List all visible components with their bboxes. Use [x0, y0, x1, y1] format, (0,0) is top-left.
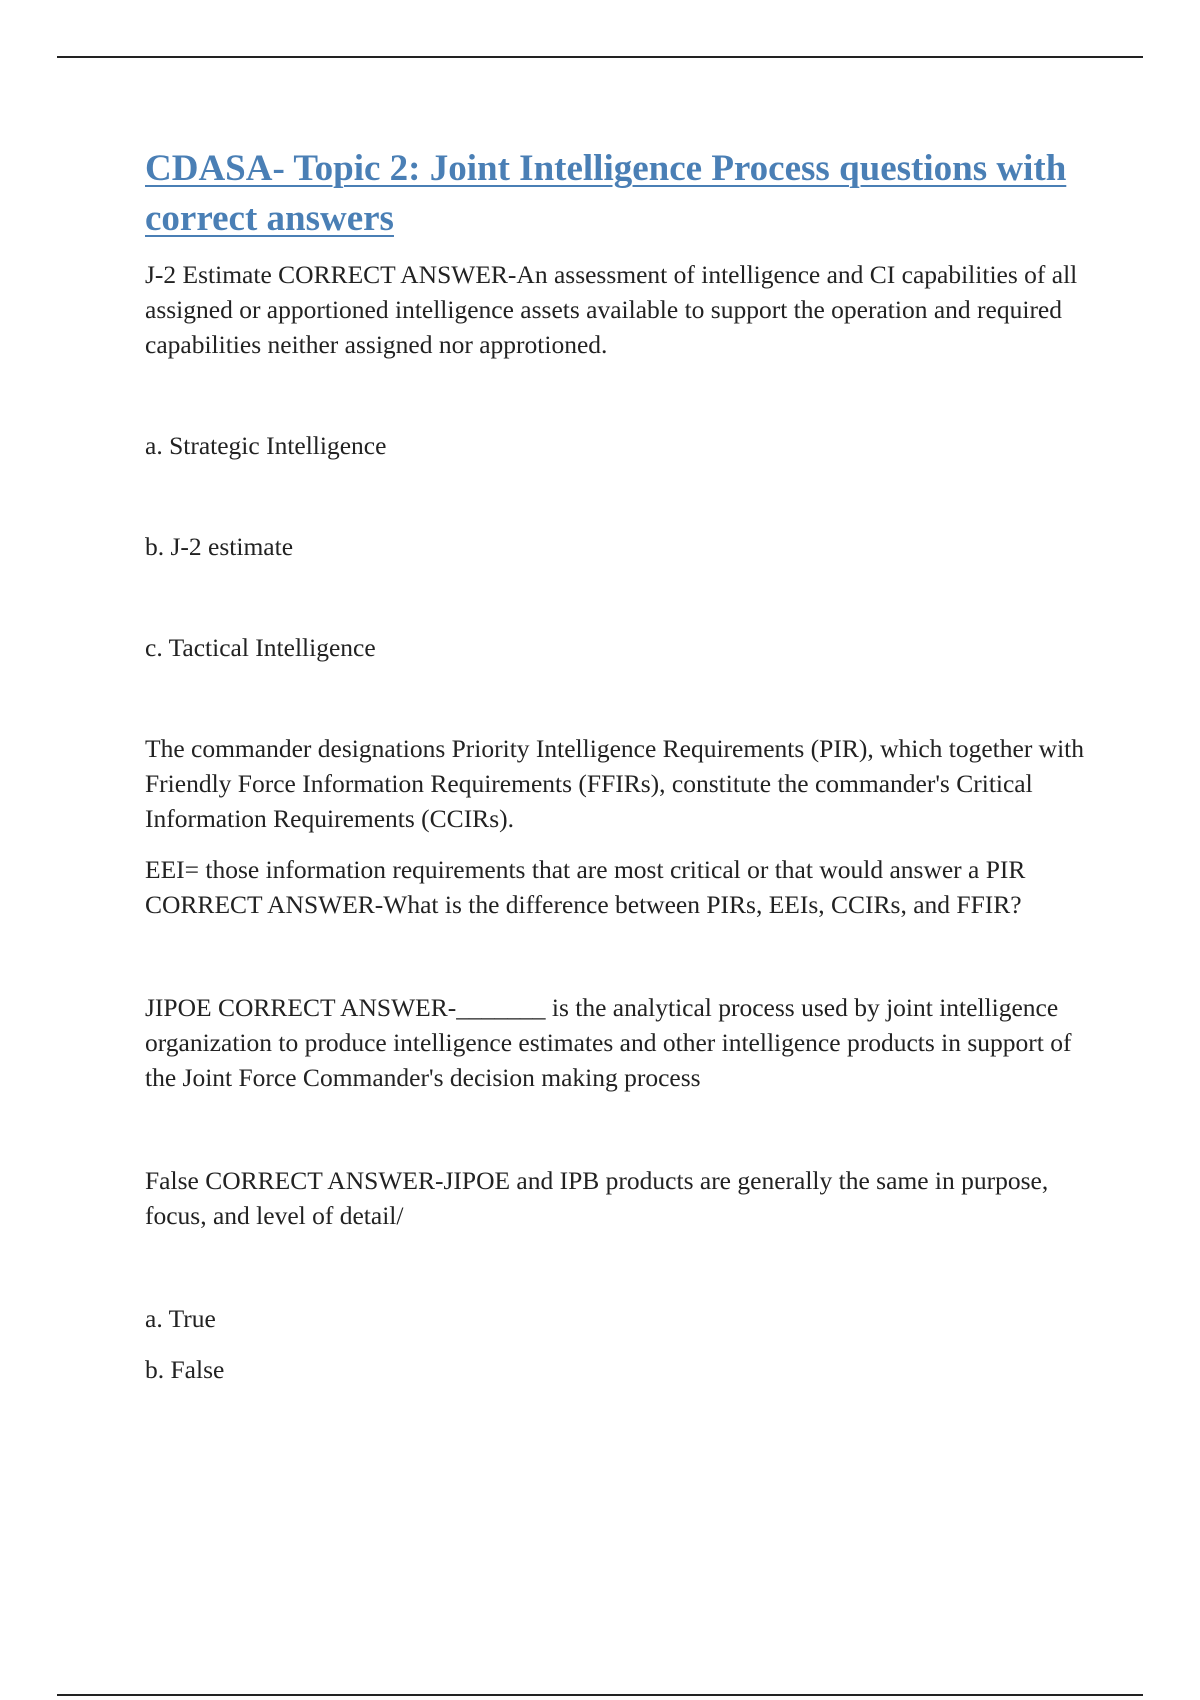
document-title-link[interactable]: CDASA- Topic 2: Joint Intelligence Process questions with correct answers: [145, 148, 1067, 239]
question-eei: EEI= those information requirements that are most critical or that would answer a PIR CORRECT ANSWER-What is the difference between PIRs, EEIs, CCIRs, and FFIR?: [145, 855, 1026, 919]
question-j2-estimate: J-2 Estimate CORRECT ANSWER-An assessment of intelligence and CI capabilities of all assigned or apportioned intelligence assets available to support the operation and required capabilities neither assigned nor approtioned.: [145, 260, 1078, 359]
question-jipoe-ipb: False CORRECT ANSWER-JIPOE and IPB products are generally the same in purpose, focus, and level of detail/: [145, 1166, 1049, 1230]
option-a-strategic: a. Strategic Intelligence: [145, 431, 387, 460]
option-b-j2-estimate: b. J-2 estimate: [145, 532, 294, 561]
header-rule: [57, 56, 1143, 58]
footer-rule: [57, 1694, 1143, 1696]
option-b-false: b. False: [145, 1355, 225, 1384]
option-a-true: a. True: [145, 1304, 216, 1333]
question-jipoe: JIPOE CORRECT ANSWER-_______ is the analytical process used by joint intelligence organization to produce intelligence estimates and other intelligence products in support of the Joint Force Commander's decision making process: [145, 993, 1072, 1092]
paragraph-commander-pir: The commander designations Priority Intelligence Requirements (PIR), which together with Friendly Force Information Requirements (FFIRs), constitute the commander's Critical Information Requirements (CCIRs).: [145, 734, 1085, 833]
document-body: [145, 144, 1090, 1387]
option-c-tactical: c. Tactical Intelligence: [145, 633, 376, 662]
